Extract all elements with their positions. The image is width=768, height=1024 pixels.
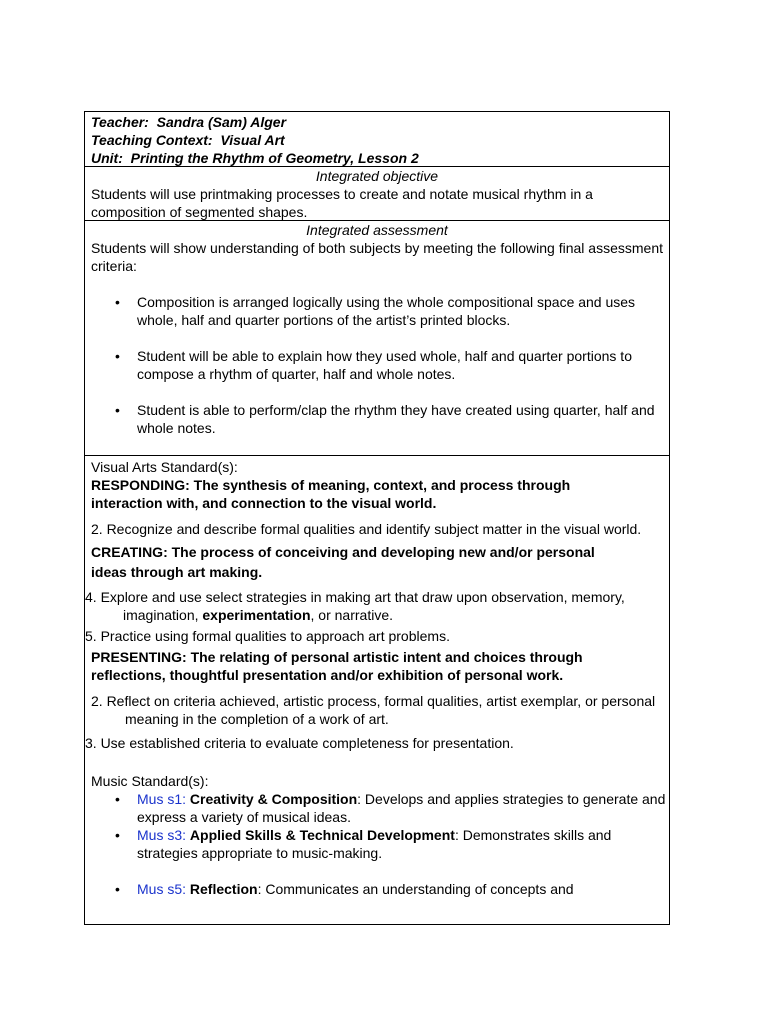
music-standard-title: Reflection	[189, 881, 258, 897]
assessment-section	[85, 221, 669, 456]
unit-value: Printing the Rhythm of Geometry, Lesson 2	[130, 150, 419, 166]
list-item	[137, 826, 669, 862]
music-standards-label: Music Standard(s):	[91, 773, 209, 789]
teacher-line	[91, 113, 663, 131]
header-section	[85, 112, 669, 167]
music-standard-code: Mus s5:	[137, 881, 187, 897]
music-standard-text: : Demonstrates skills and strategies appropriate to music-making.	[137, 827, 612, 861]
creating-heading: CREATING: The process of conceiving and developing new and/or personal ideas through art making.	[91, 544, 595, 580]
creating-item-4-text: 4. Explore and use select strategies in making art that draw upon observation, memory, imagination,	[85, 589, 625, 623]
context-label: Teaching Context:	[91, 132, 213, 148]
music-standards-list	[85, 790, 669, 898]
teaching-context-line	[91, 131, 663, 149]
unit-line	[91, 149, 663, 167]
presenting-item-3: 3. Use established criteria to evaluate completeness for presentation.	[85, 735, 514, 751]
creating-item-4-end: , or narrative.	[310, 607, 394, 623]
presenting-heading: PRESENTING: The relating of personal artistic intent and choices through reflections, thoughtful presentation and/or exhibition of personal work.	[91, 649, 583, 683]
music-standard-text: : Communicates an understanding of concepts and	[257, 881, 574, 897]
context-value: Visual Art	[220, 132, 285, 148]
music-standard-title: Applied Skills & Technical Development	[189, 827, 455, 843]
teacher-label: Teacher:	[91, 114, 149, 130]
music-standard-code: Mus s3:	[137, 827, 187, 843]
objective-text: Students will use printmaking processes to create and notate musical rhythm in a composition of segmented shapes.	[91, 186, 593, 220]
assessment-criteria-list	[91, 293, 663, 437]
list-item: • Composition is arranged logically using the whole compositional space and uses whole, half and quarter portions of the artist’s printed blocks.	[137, 293, 663, 329]
creating-item-5: 5. Practice using formal qualities to approach art problems.	[85, 628, 450, 644]
objective-title: Integrated objective	[315, 168, 439, 184]
responding-item: 2. Recognize and describe formal qualities and identify subject matter in the visual world.	[91, 521, 642, 537]
unit-label: Unit:	[91, 150, 123, 166]
responding-heading: RESPONDING: The synthesis of meaning, context, and process through interaction with, and connection to the visual world.	[91, 477, 571, 511]
music-standard-text: : Develops and applies strategies to generate and express a variety of musical ideas.	[137, 791, 666, 825]
list-item	[137, 790, 669, 826]
assessment-intro: Students will show understanding of both subjects by meeting the following final assessment criteria:	[91, 240, 663, 274]
music-standard-code: Mus s1:	[137, 791, 187, 807]
objective-section	[85, 167, 669, 221]
assessment-title: Integrated assessment	[306, 222, 448, 238]
music-standard-title: Creativity & Composition	[189, 791, 358, 807]
visual-arts-standards-label: Visual Arts Standard(s):	[91, 459, 238, 475]
teacher-name: Sandra (Sam) Alger	[156, 114, 287, 130]
lesson-plan-table	[84, 111, 670, 925]
creating-item-4	[85, 588, 669, 624]
list-item: • Student will be able to explain how they used whole, half and quarter portions to compose a rhythm of quarter, half and whole notes.	[137, 347, 663, 383]
presenting-item-2: 2. Reflect on criteria achieved, artistic process, formal qualities, artist exemplar, or personal meaning in the completion of a work of art.	[91, 693, 656, 727]
list-item: • Student is able to perform/clap the rhythm they have created using quarter, half and whole notes.	[137, 401, 663, 437]
creating-item-4-emphasis: experimentation	[202, 607, 311, 623]
list-item	[137, 880, 669, 898]
standards-section	[85, 456, 669, 898]
